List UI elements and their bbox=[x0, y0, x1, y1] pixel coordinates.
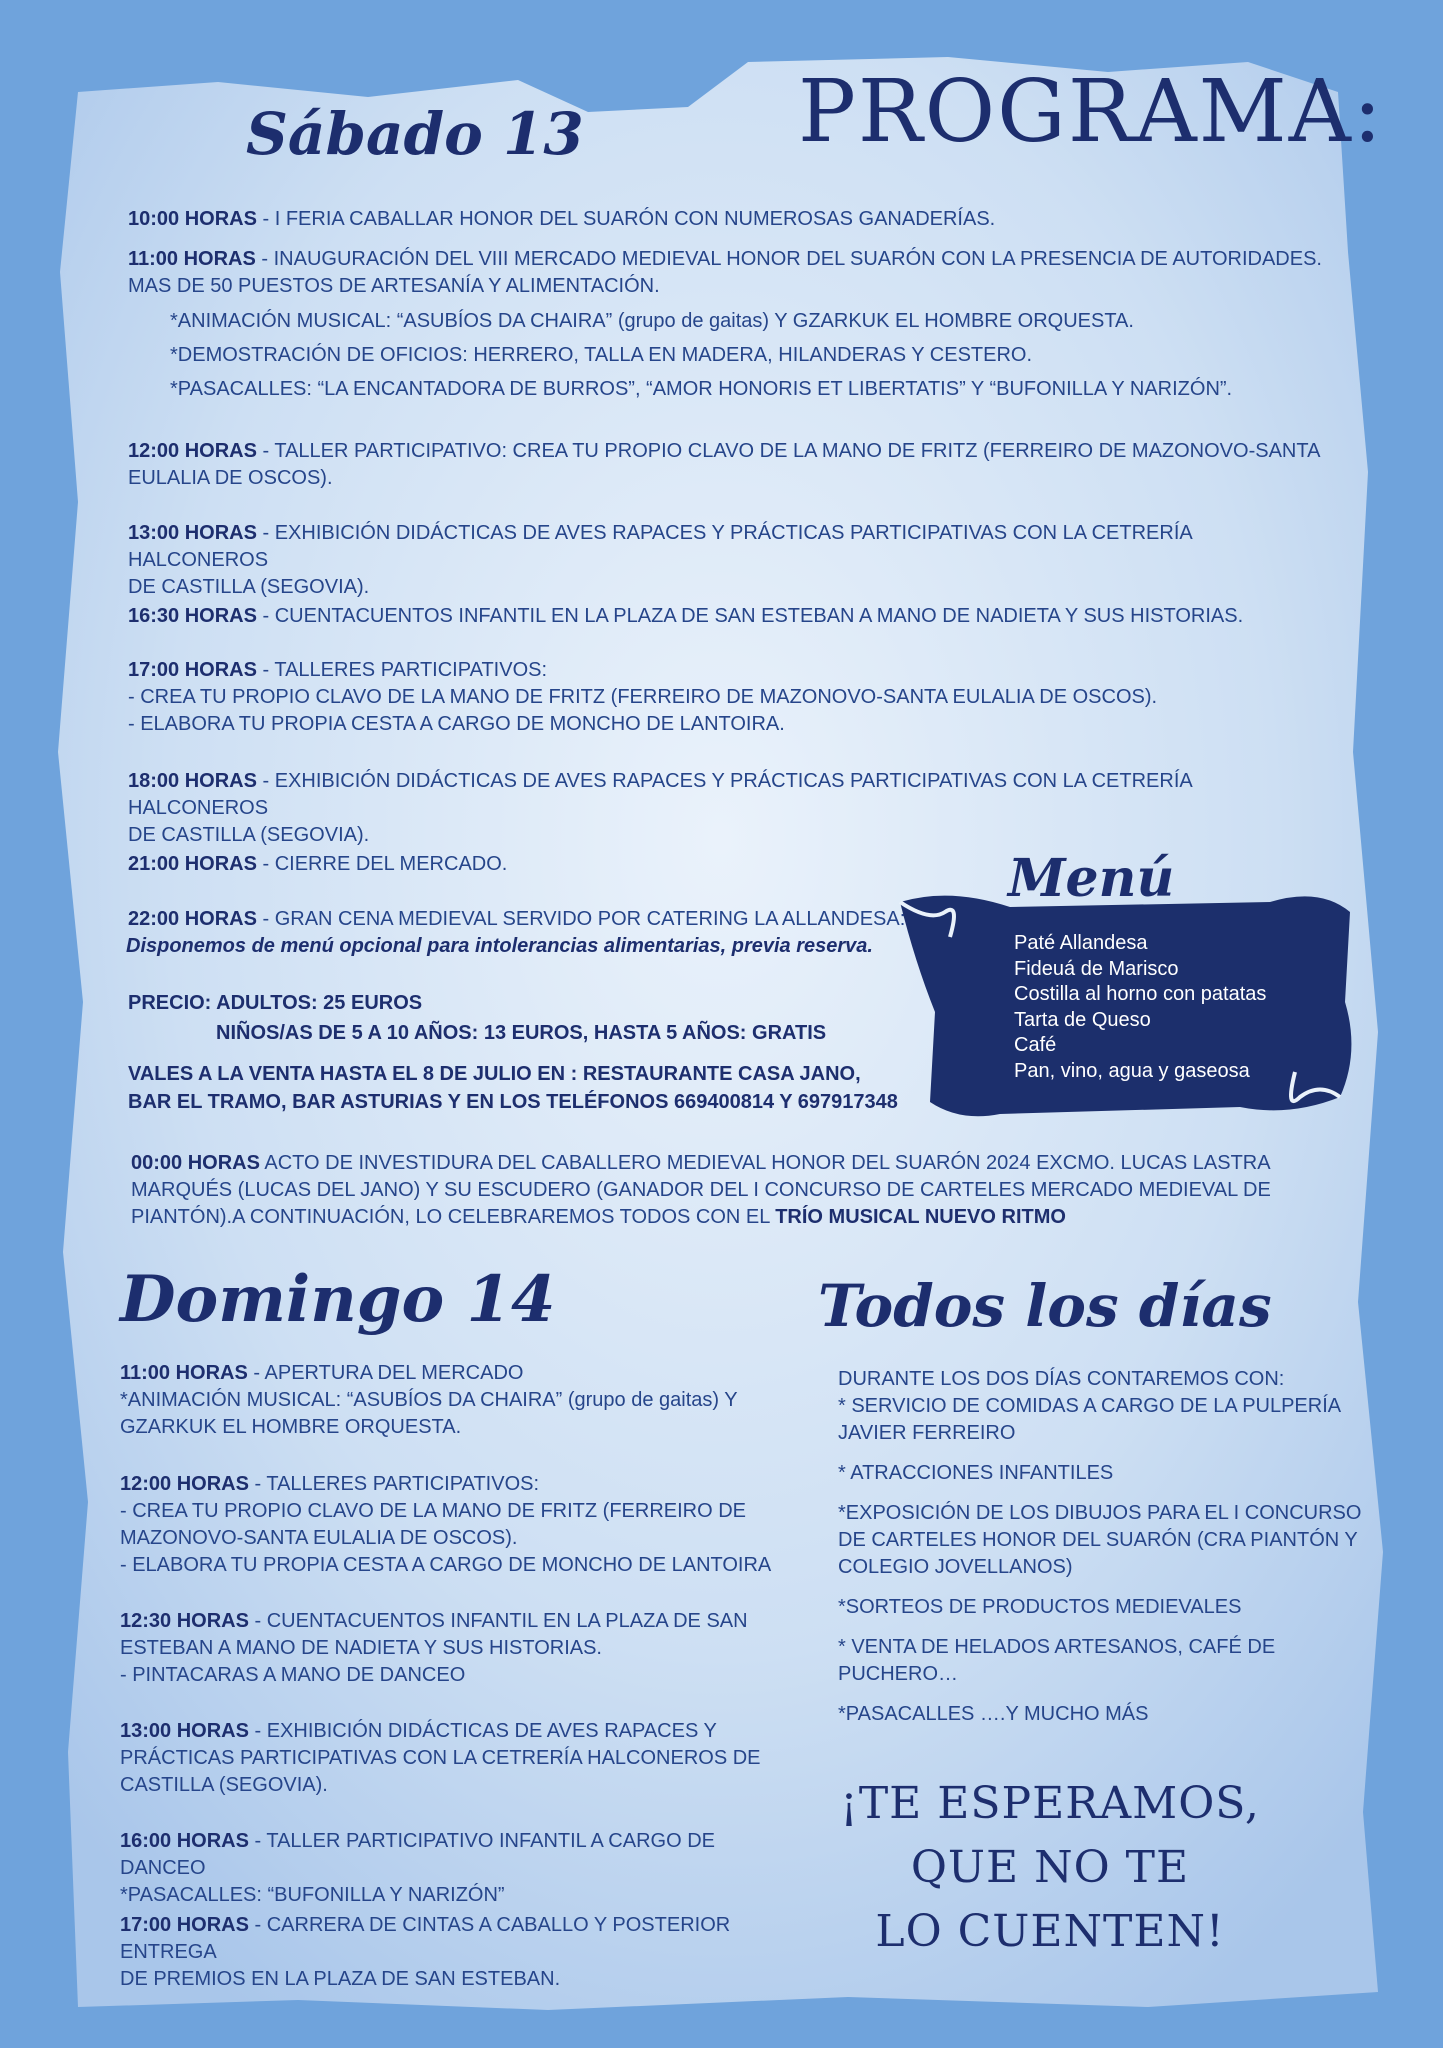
saturday-item-1630: 16:30 HORAS - CUENTACUENTOS INFANTIL EN LA PLAZA DE SAN ESTEBAN A MANO DE NADIETA Y SUS HISTORIAS. bbox=[128, 605, 1244, 627]
saturday-item-2200: 22:00 HORAS - GRAN CENA MEDIEVAL SERVIDO POR CATERING LA ALLANDESA: Disponemos de menú opcional para intolerancias alimentarias, previa reserva. bbox=[128, 906, 908, 960]
sunday-item-1600: 16:00 HORAS - TALLER PARTICIPATIVO INFANTIL A CARGO DE DANCEO *PASACALLES: “BUFONILLA Y NARIZÓN” bbox=[120, 1830, 715, 1906]
menu-title: Menú bbox=[1008, 848, 1175, 909]
menu-item: Paté Allandesa bbox=[1014, 932, 1148, 954]
saturday-item-1000: 10:00 HORAS - I FERIA CABALLAR HONOR DEL SUARÓN CON NUMEROSAS GANADERÍAS. bbox=[128, 208, 996, 230]
sunday-item-1230: 12:30 HORAS - CUENTACUENTOS INFANTIL EN LA PLAZA DE SAN ESTEBAN A MANO DE NADIETA Y SUS HISTORIAS. - PINTACARAS A MANO DE DANCEO bbox=[120, 1610, 748, 1686]
page-title: PROGRAMA: bbox=[798, 62, 1384, 162]
price-adults: PRECIO: ADULTOS: 25 EUROS bbox=[128, 992, 423, 1014]
everyday-heading: Todos los días bbox=[818, 1272, 1272, 1340]
sub-parades: *PASACALLES: “LA ENCANTADORA DE BURROS”, “AMOR HONORIS ET LIBERTATIS” Y “BUFONILLA Y NARIZÓN”. bbox=[170, 378, 1233, 400]
saturday-item-2100: 21:00 HORAS - CIERRE DEL MERCADO. bbox=[128, 853, 508, 875]
slogan: ¡TE ESPERAMOS, QUE NO TE LO CUENTEN! bbox=[840, 1778, 1260, 1957]
sunday-item-1200: 12:00 HORAS - TALLERES PARTICIPATIVOS: - CREA TU PROPIO CLAVO DE LA MANO DE FRITZ (FERREIRO DE MAZONOVO-SANTA EULALIA DE OSCOS). - ELABORA TU PROPIA CESTA A CARGO DE MONCHO DE LANTOIRA bbox=[120, 1473, 772, 1576]
everyday-list: DURANTE LOS DOS DÍAS CONTAREMOS CON: * SERVICIO DE COMIDAS A CARGO DE LA PULPERÍA JAVIER FERREIRO * ATRACCIONES INFANTILES *EXPOSICIÓN DE LOS DIBUJOS PARA EL I CONCURSO DE CARTELES HONOR DEL SUARÓN (CRA PIANTÓN Y COLEGIO JOVELLANOS) *SORTEOS DE PRODUCTOS MEDIEVALES * VENTA DE HELADOS ARTESANOS, CAFÉ DE PUCHERO… *PASACALLES ….Y MUCHO MÁS bbox=[838, 1368, 1362, 1725]
menu-note: Disponemos de menú opcional para intolerancias alimentarias, previa reserva. bbox=[126, 935, 873, 957]
vales-line-2: BAR EL TRAMO, BAR ASTURIAS Y EN LOS TELÉFONOS 669400814 Y 697917348 bbox=[128, 1091, 898, 1113]
saturday-item-1800: 18:00 HORAS - EXHIBICIÓN DIDÁCTICAS DE AVES RAPACES Y PRÁCTICAS PARTICIPATIVAS CON LA CETRERÍA HALCONEROS DE CASTILLA (SEGOVIA). bbox=[128, 770, 1192, 846]
sunday-item-1700: 17:00 HORAS - CARRERA DE CINTAS A CABALLO Y POSTERIOR ENTREGA DE PREMIOS EN LA PLAZA DE SAN ESTEBAN. bbox=[120, 1914, 731, 1990]
saturday-heading: Sábado 13 bbox=[246, 100, 584, 168]
menu-item: Pan, vino, agua y gaseosa bbox=[1014, 1059, 1250, 1082]
menu-item: Costilla al horno con patatas bbox=[1014, 983, 1267, 1005]
saturday-item-1300: 13:00 HORAS - EXHIBICIÓN DIDÁCTICAS DE AVES RAPACES Y PRÁCTICAS PARTICIPATIVAS CON LA CETRERÍA HALCONEROS DE CASTILLA (SEGOVIA). bbox=[128, 522, 1192, 598]
sunday-item-1100: 11:00 HORAS - APERTURA DEL MERCADO *ANIMACIÓN MUSICAL: “ASUBÍOS DA CHAIRA” (grupo de gaitas) Y GZARKUK EL HOMBRE ORQUESTA. bbox=[120, 1362, 738, 1438]
price-children: NIÑOS/AS DE 5 A 10 AÑOS: 13 EUROS, HASTA 5 AÑOS: GRATIS bbox=[216, 1022, 827, 1044]
menu-item: Fideuá de Marisco bbox=[1014, 957, 1179, 980]
menu-list bbox=[1014, 931, 1266, 1084]
menu-item: Café bbox=[1014, 1034, 1057, 1056]
sunday-heading: Domingo 14 bbox=[120, 1262, 556, 1337]
saturday-item-0000: 00:00 HORAS ACTO DE INVESTIDURA DEL CABALLERO MEDIEVAL HONOR DEL SUARÓN 2024 EXCMO. LUCAS LASTRA MARQUÉS (LUCAS DEL JANO) Y SU ESCUDERO (GANADOR DEL I CONCURSO DE CARTELES MERCADO MEDIEVAL DE PIANTÓN).A CONTINUACIÓN, LO CELEBRAREMOS TODOS CON EL TRÍO MUSICAL NUEVO RITMO bbox=[131, 1152, 1271, 1228]
vales-line-1: VALES A LA VENTA HASTA EL 8 DE JULIO EN : RESTAURANTE CASA JANO, bbox=[128, 1063, 861, 1085]
saturday-item-1100: 11:00 HORAS - INAUGURACIÓN DEL VIII MERCADO MEDIEVAL HONOR DEL SUARÓN CON LA PRESENCIA DE AUTORIDADES. MAS DE 50 PUESTOS DE ARTESANÍA Y ALIMENTACIÓN. *ANIMACIÓN MUSICAL: “ASUBÍOS DA CHAIRA” (grupo de gaitas) Y GZARKUK EL HOMBRE ORQUESTA. *DEMOSTRACIÓN DE OFICIOS: HERRERO, TALLA EN MADERA, HILANDERAS Y CESTERO. *PASACALLES: “LA ENCANTADORA DE BURROS”, “AMOR HONORIS ET LIBERTATIS” Y “BUFONILLA Y NARIZÓN”. bbox=[128, 246, 1328, 403]
saturday-item-1200: 12:00 HORAS - TALLER PARTICIPATIVO: CREA TU PROPIO CLAVO DE LA MANO DE FRITZ (FERREIRO DE MAZONOVO-SANTA EULALIA DE OSCOS). bbox=[128, 440, 1321, 489]
sunday-item-1300: 13:00 HORAS - EXHIBICIÓN DIDÁCTICAS DE AVES RAPACES Y PRÁCTICAS PARTICIPATIVAS CON LA CETRERÍA HALCONEROS DE CASTILLA (SEGOVIA). bbox=[120, 1720, 761, 1796]
saturday-item-1700: 17:00 HORAS - TALLERES PARTICIPATIVOS: - CREA TU PROPIO CLAVO DE LA MANO DE FRITZ (FERREIRO DE MAZONOVO-SANTA EULALIA DE OSCOS). - ELABORA TU PROPIA CESTA A CARGO DE MONCHO DE LANTOIRA. bbox=[128, 659, 1158, 735]
menu-item: Tarta de Queso bbox=[1014, 1008, 1151, 1031]
sub-music: *ANIMACIÓN MUSICAL: “ASUBÍOS DA CHAIRA” (grupo de gaitas) Y GZARKUK EL HOMBRE ORQUESTA. bbox=[170, 310, 1134, 332]
sub-trades: *DEMOSTRACIÓN DE OFICIOS: HERRERO, TALLA EN MADERA, HILANDERAS Y CESTERO. bbox=[170, 344, 1033, 366]
